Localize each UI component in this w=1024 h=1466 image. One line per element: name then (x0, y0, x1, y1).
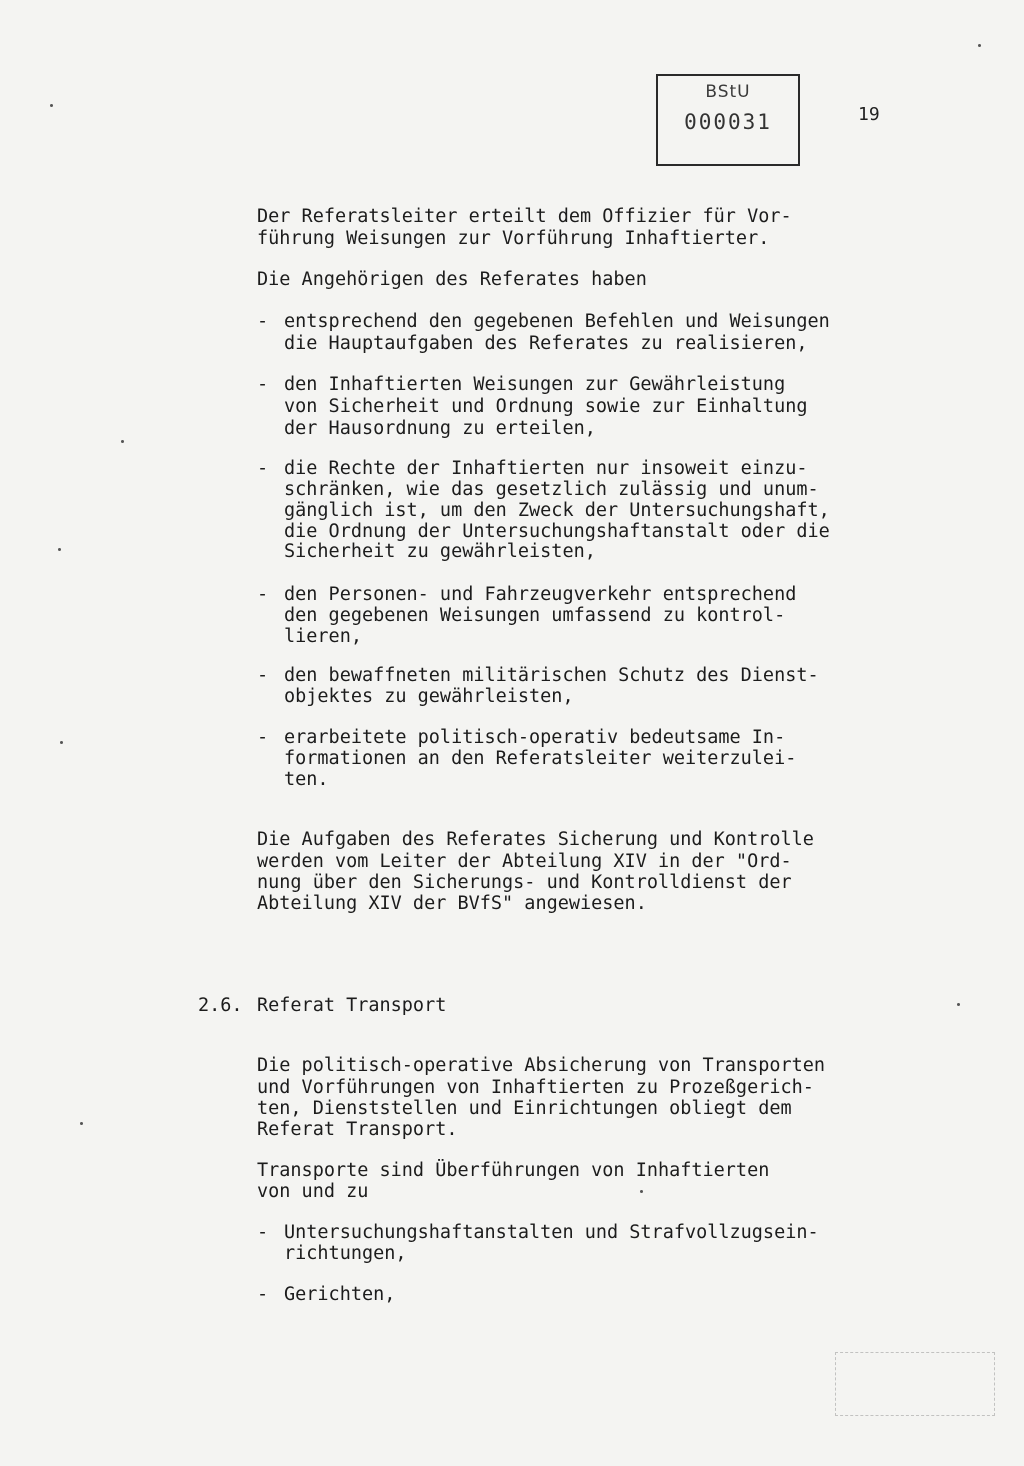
bullet-line: lieren, (284, 626, 362, 647)
bullet-line: erarbeitete politisch-operativ bedeutsame In- (284, 727, 786, 748)
bullet-line: die Ordnung der Untersuchungshaftanstalt oder die (284, 521, 830, 542)
bullet-dash: - (257, 374, 269, 395)
scan-speck (50, 104, 53, 107)
scan-speck (978, 44, 981, 47)
stamp-org: BStU (705, 82, 751, 102)
text-line: ten, Dienststellen und Einrichtungen obliegt dem (257, 1098, 792, 1119)
text-line: Der Referatsleiter erteilt dem Offizier für Vor- (257, 206, 792, 227)
bullet-line: die Rechte der Inhaftierten nur insoweit einzu- (284, 458, 808, 479)
scan-speck (58, 548, 61, 551)
bullet-line: den Personen- und Fahrzeugverkehr entsprechend (284, 584, 797, 605)
scan-speck (121, 440, 124, 443)
text-line: werden vom Leiter der Abteilung XIV in der "Ord- (257, 851, 792, 872)
text-line: von und zu (257, 1181, 369, 1202)
scan-speck (60, 741, 63, 744)
text-line: Die politisch-operative Absicherung von Transporten (257, 1055, 826, 1076)
text-line: Referat Transport. (257, 1119, 458, 1140)
bullet-line: der Hausordnung zu erteilen, (284, 418, 596, 439)
bullet-line: ten. (284, 769, 329, 790)
bullet-dash: - (257, 584, 269, 605)
text-line: Transporte sind Überführungen von Inhaftierten (257, 1160, 770, 1181)
faint-stamp (835, 1352, 995, 1416)
bullet-line: gänglich ist, um den Zweck der Untersuchungshaft, (284, 500, 830, 521)
bullet-dash: - (257, 311, 269, 332)
bullet-line: objektes zu gewährleisten, (284, 686, 574, 707)
bullet-line: den Inhaftierten Weisungen zur Gewährleistung (284, 374, 786, 395)
text-line: und Vorführungen von Inhaftierten zu Prozeßgerich- (257, 1077, 814, 1098)
scan-speck (80, 1122, 83, 1125)
bullet-line: schränken, wie das gesetzlich zulässig und unum- (284, 479, 819, 500)
bullet-dash: - (257, 1222, 269, 1243)
bullet-dash: - (257, 1284, 269, 1305)
section-title: Referat Transport (257, 995, 447, 1016)
stamp-number: 000031 (684, 110, 772, 134)
bullet-line: Untersuchungshaftanstalten und Strafvollzugsein- (284, 1222, 819, 1243)
archive-stamp (656, 74, 800, 166)
text-line: Die Angehörigen des Referates haben (257, 269, 647, 290)
section-number: 2.6. (198, 995, 243, 1016)
bullet-line: formationen an den Referatsleiter weiterzulei- (284, 748, 797, 769)
bullet-line: den bewaffneten militärischen Schutz des Dienst- (284, 665, 819, 686)
text-line: Die Aufgaben des Referates Sicherung und Kontrolle (257, 829, 814, 850)
text-line: Abteilung XIV der BVfS" angewiesen. (257, 893, 647, 914)
bullet-line: richtungen, (284, 1243, 407, 1264)
bullet-dash: - (257, 665, 269, 686)
bullet-line: von Sicherheit und Ordnung sowie zur Einhaltung (284, 396, 808, 417)
text-line: führung Weisungen zur Vorführung Inhaftierter. (257, 228, 770, 249)
bullet-line: die Hauptaufgaben des Referates zu realisieren, (284, 333, 808, 354)
text-line: nung über den Sicherungs- und Kontrolldienst der (257, 872, 792, 893)
scan-speck (640, 1190, 643, 1193)
scan-speck (957, 1003, 960, 1006)
bullet-dash: - (257, 727, 269, 748)
bullet-line: Gerichten, (284, 1284, 396, 1305)
bullet-dash: - (257, 458, 269, 479)
page-number: 19 (858, 104, 880, 125)
bullet-line: Sicherheit zu gewährleisten, (284, 541, 596, 562)
bullet-line: entsprechend den gegebenen Befehlen und Weisungen (284, 311, 830, 332)
bullet-line: den gegebenen Weisungen umfassend zu kontrol- (284, 605, 786, 626)
